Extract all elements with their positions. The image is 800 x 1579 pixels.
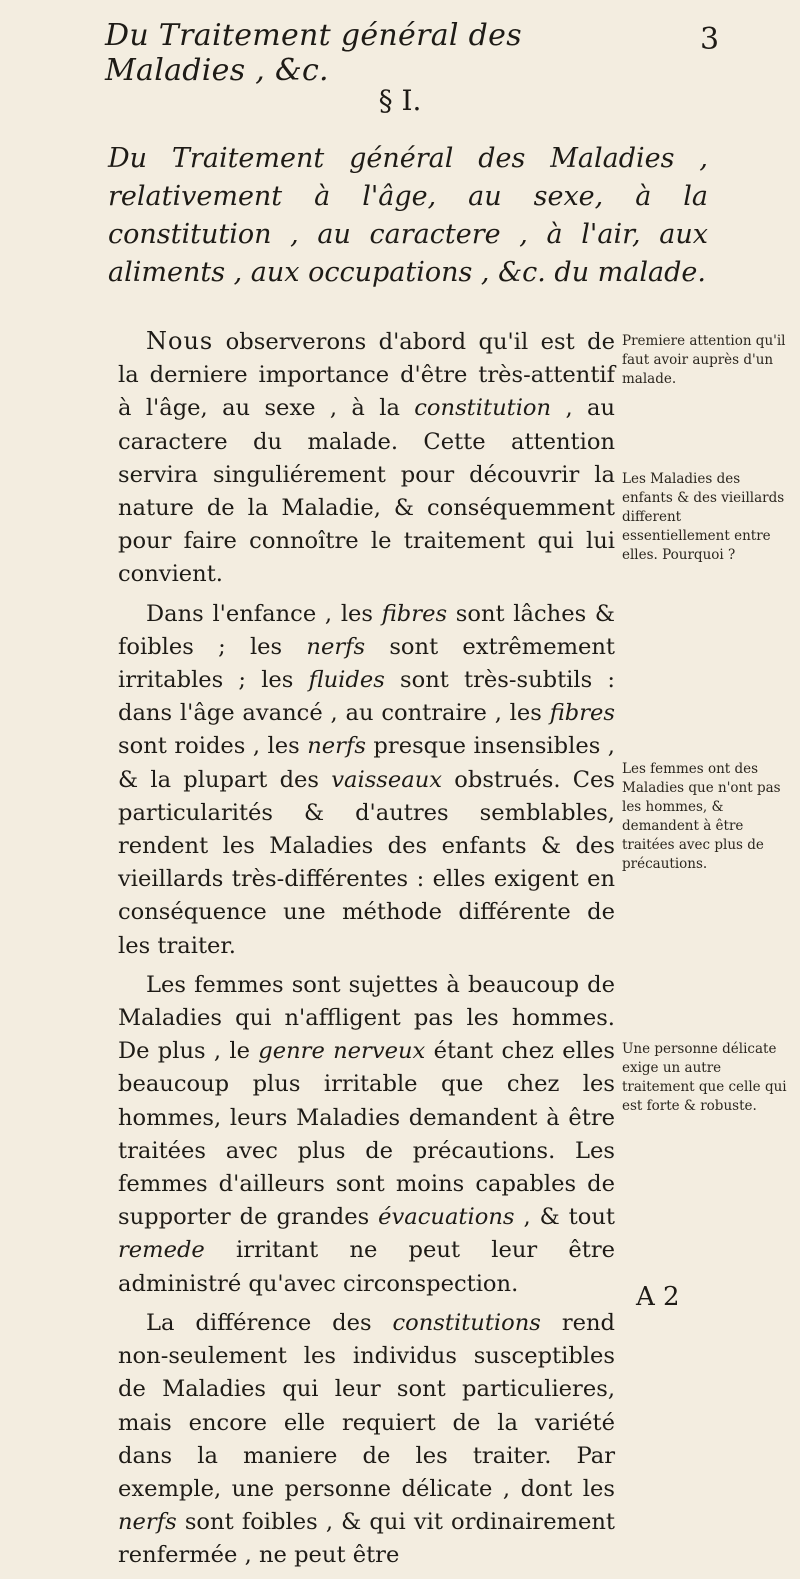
- text-run: Dans l'enfance , les: [146, 600, 382, 627]
- italic-term: fibres: [381, 600, 448, 627]
- running-header: Du Traitement général des Maladies , &c.: [105, 18, 522, 88]
- text-run: sont très-subtils : dans l'âge avancé , au contraire , les: [118, 667, 615, 727]
- margin-note-2: Les Maladies des enfants & des vieillards different essentiellement entre elles. Pourquoi ?: [622, 471, 785, 563]
- italic-term: constitution: [414, 395, 552, 422]
- paragraph-1: [118, 325, 615, 592]
- text-run: rend non-seulement les individus susceptibles de Maladies qui leur sont particulieres, mais encore elle requiert de la variété dans la maniere de les traiter. Par exemple, une personne délicate , dont les: [118, 1309, 616, 1502]
- italic-term: remede: [118, 1237, 205, 1264]
- text-run: irritant ne peut leur être administré qu'avec circonspection.: [118, 1237, 615, 1297]
- section-title: Du Traitement général des Maladies , relativement à l'âge, au sexe, à la constitution , au caractere , à l'air, aux aliments , aux occupations , &c. du malade.: [108, 143, 708, 288]
- text-run: presque insensibles , & la plupart des: [118, 733, 615, 793]
- paragraph-3: [118, 969, 615, 1301]
- text-run: sont roides , les: [118, 733, 308, 760]
- italic-term: genre nerveux: [258, 1038, 426, 1065]
- text-run: , au caractere du malade. Cette attention servira singuliérement pour découvrir la nature de la Maladie, & conséquemment pour faire connoître le traitement qui lui convient.: [118, 395, 615, 588]
- italic-term: fibres: [549, 700, 615, 727]
- text-run: sont extrêmement irritables ; les: [118, 633, 616, 694]
- margin-note-4: Une personne délicate exige un autre traitement que celle qui est forte & robuste.: [622, 1041, 787, 1114]
- section-mark: § I.: [378, 84, 422, 117]
- italic-term: nerfs: [118, 1509, 177, 1536]
- italic-term: nerfs: [307, 733, 366, 760]
- text-run: sont foibles , & qui vit ordinairement renfermée , ne peut être: [118, 1509, 615, 1569]
- text-run: obstrués. Ces particularités & d'autres semblables, rendent les Maladies des enfants & des vieillards très-différentes : elles exigent en conséquence une méthode différente de les traiter.: [118, 766, 615, 959]
- italic-term: fluides: [308, 667, 385, 694]
- paragraph-1-lead: Nous: [146, 327, 214, 355]
- margin-note-1: Premiere attention qu'il faut avoir auprès d'un malade.: [622, 333, 786, 387]
- signature-mark: A 2: [636, 1282, 680, 1312]
- page-number: 3: [700, 22, 720, 57]
- text-run: , & tout: [514, 1204, 615, 1231]
- paragraph-2: [118, 598, 615, 963]
- italic-term: nerfs: [306, 633, 366, 660]
- text-run: Les femmes sont sujettes à beaucoup de Maladies qui n'affligent pas les hommes. De plus , le: [118, 971, 615, 1065]
- text-run: La différence des: [146, 1309, 393, 1336]
- italic-term: évacuations: [378, 1204, 515, 1231]
- margin-note-3: Les femmes ont des Maladies que n'ont pas les hommes, & demandent à être traitées avec plus de précautions.: [622, 761, 781, 872]
- italic-term: constitutions: [392, 1309, 541, 1336]
- text-run: étant chez elles beaucoup plus irritable que chez les hommes, leurs Maladies demandent à être traitées avec plus de précautions. Les femmes d'ailleurs sont moins capables de supporter de grandes: [118, 1038, 616, 1231]
- text-run: observerons d'abord qu'il est de la derniere importance d'être très-attentif à l'âge, au sexe , à la: [118, 329, 615, 422]
- paragraph-4: [118, 1307, 615, 1573]
- main-text: [118, 325, 615, 1579]
- italic-term: vaisseaux: [331, 766, 443, 793]
- text-run: sont lâches & foibles ; les: [118, 600, 615, 660]
